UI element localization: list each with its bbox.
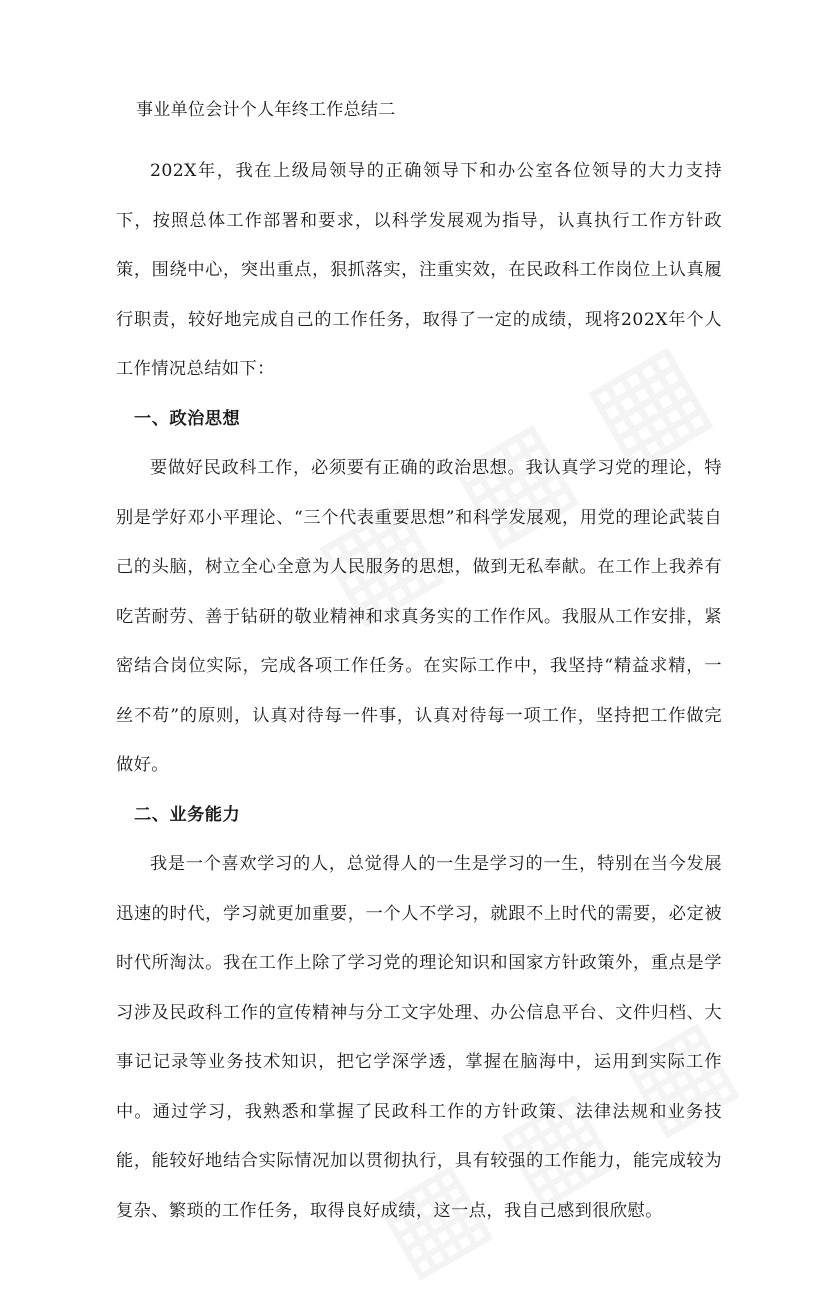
intro-paragraph: 202X年，我在上级局领导的正确领导下和办公室各位领导的大力支持下，按照总体工作部署和要求，以科学发展观为指导，认真执行工作方针政策，围绕中心，突出重点，狠抓落实，注重实效，在民政科工作岗位上认真履行职责，较好地完成自己的工作任务，取得了一定的成绩，现将202X年个人工作情况总结如下：	[116, 161, 722, 379]
document-body	[116, 98, 722, 1236]
document-title: 事业单位会计个人年终工作总结二	[136, 100, 396, 120]
section-heading-political: 一、政治思想	[134, 408, 241, 429]
section-body-ability: 我是一个喜欢学习的人，总觉得人的一生是学习的一生，特别在当今发展迅速的时代，学习就更加重要，一个人不学习，就跟不上时代的需要，必定被时代所淘汰。我在工作上除了学习党的理论知识和国家方针政策外，重点是学习涉及民政科工作的宣传精神与分工文字处理、办公信息平台、文件归档、大事记记录等业务技术知识，把它学深学透，掌握在脑海中，运用到实际工作中。通过学习，我熟悉和掌握了民政科工作的方针政策、法律法规和业务技能，能较好地结合实际情况加以贯彻执行，具有较强的工作能力，能完成较为复杂、繁琐的工作任务，取得良好成绩，这一点，我自己感到很欣慰。	[116, 854, 722, 1221]
section-body-political: 要做好民政科工作，必须要有正确的政治思想。我认真学习党的理论，特别是学好邓小平理论、“三个代表重要思想”和科学发展观，用党的理论武装自己的头脑，树立全心全意为人民服务的思想，做到无私奉献。在工作上我养有吃苦耐劳、善于钻研的敬业精神和求真务实的工作作风。我服从工作安排，紧密结合岗位实际，完成各项工作任务。在实际工作中，我坚持“精益求精，一丝不苟”的原则，认真对待每一件事，认真对待每一项工作，坚持把工作做完做好。	[116, 458, 722, 775]
section-heading-ability: 二、业务能力	[134, 804, 241, 825]
